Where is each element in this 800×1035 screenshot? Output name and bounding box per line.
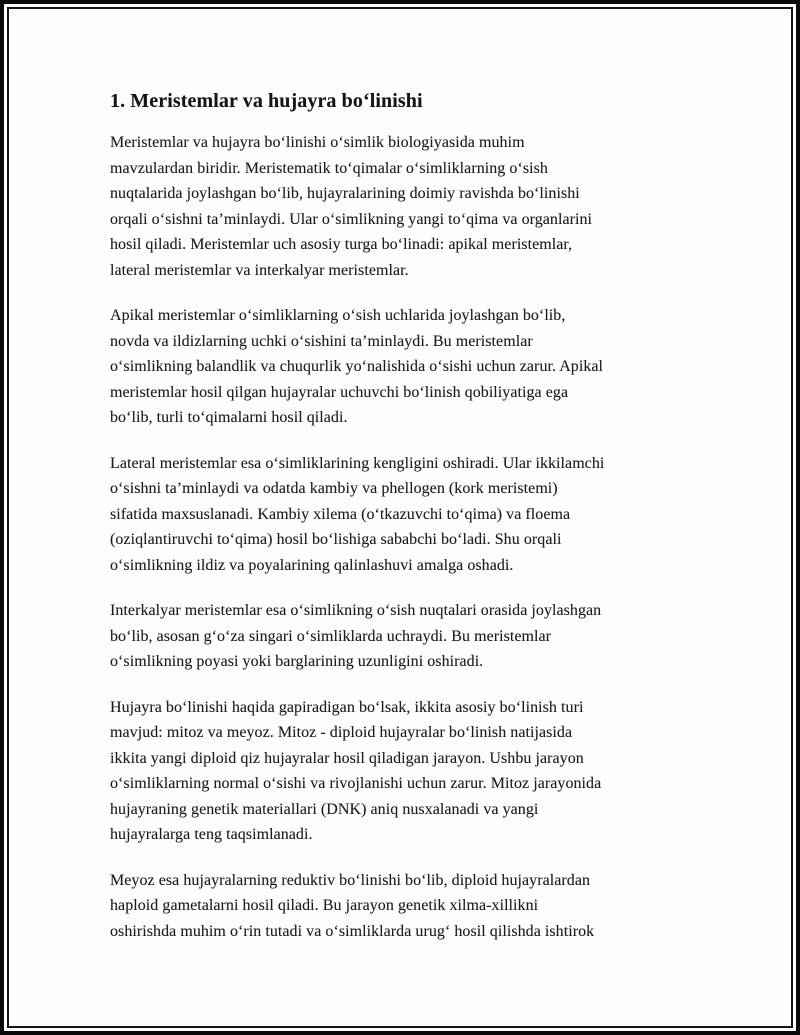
document-body [110, 130, 706, 944]
paragraph: Hujayra bo‘linishi haqida gapiradigan bo‘lsak, ikkita asosiy bo‘linish turi mavjud: mitoz va meyoz. Mitoz - diploid hujayralar bo‘linish natijasida ikkita yangi diploid qiz hujayralar hosil qiladigan jarayon. Ushbu jarayon o‘simliklarning normal o‘sishi va rivojlanishi uchun zarur. Mitoz jarayonida hujayraning genetik materiallari (DNK) aniq nusxalanadi va yangi hujayralarga teng taqsimlanadi. [110, 698, 602, 843]
paragraph: Meristemlar va hujayra bo‘linishi o‘simlik biologiyasida muhim mavzulardan biridir. Meristematik to‘qimalar o‘simliklarning o‘sish nuqtalarida joylashgan bo‘lib, hujayralarining doimiy ravishda bo‘linishi orqali o‘sishni ta’minlaydi. Ular o‘simlikning yangi to‘qima va organlarini hosil qiladi. Meristemlar uch asosiy turga bo‘linadi: apikal meristemlar, lateral meristemlar va interkalyar meristemlar. [110, 134, 593, 279]
paragraph: Apikal meristemlar o‘simliklarning o‘sish uchlarida joylashgan bo‘lib, novda va ildizlarning uchki o‘sishini ta’minlaydi. Bu meristemlar o‘simlikning balandlik va chuqurlik yo‘nalishida o‘sishi uchun zarur. Apikal meristemlar hosil qilgan hujayralar uchuvchi bo‘linish qobiliyatiga ega bo‘lib, turli to‘qimalarni hosil qiladi. [110, 307, 604, 426]
page-content [4, 4, 796, 1031]
document-title: 1. Meristemlar va hujayra bo‘linishi [110, 90, 423, 112]
paragraph: Interkalyar meristemlar esa o‘simlikning o‘sish nuqtalari orasida joylashgan bo‘lib, asosan g‘o‘za singari o‘simliklarda uchraydi. Bu meristemlar o‘simlikning poyasi yoki barglarining uzunligini oshiradi. [110, 602, 602, 670]
paragraph: Lateral meristemlar esa o‘simliklarining kengligini oshiradi. Ular ikkilamchi o‘sishni ta’minlaydi va odatda kambiy va phellogen (kork meristemi) sifatida maxsuslanadi. Kambiy xilema (o‘tkazuvchi to‘qima) va floema (oziqlantiruvchi to‘qima) hosil bo‘lishiga sababchi bo‘ladi. Shu orqali o‘simlikning ildiz va poyalarining qalinlashuvi amalga oshadi. [110, 454, 605, 574]
paragraph: Meyoz esa hujayralarning reduktiv bo‘linishi bo‘lib, diploid hujayralardan haploid gametalarni hosil qiladi. Bu jarayon genetik xilma-xillikni oshirishda muhim o‘rin tutadi va o‘simliklarda urug‘ hosil qilishda ishtirok [110, 871, 595, 940]
